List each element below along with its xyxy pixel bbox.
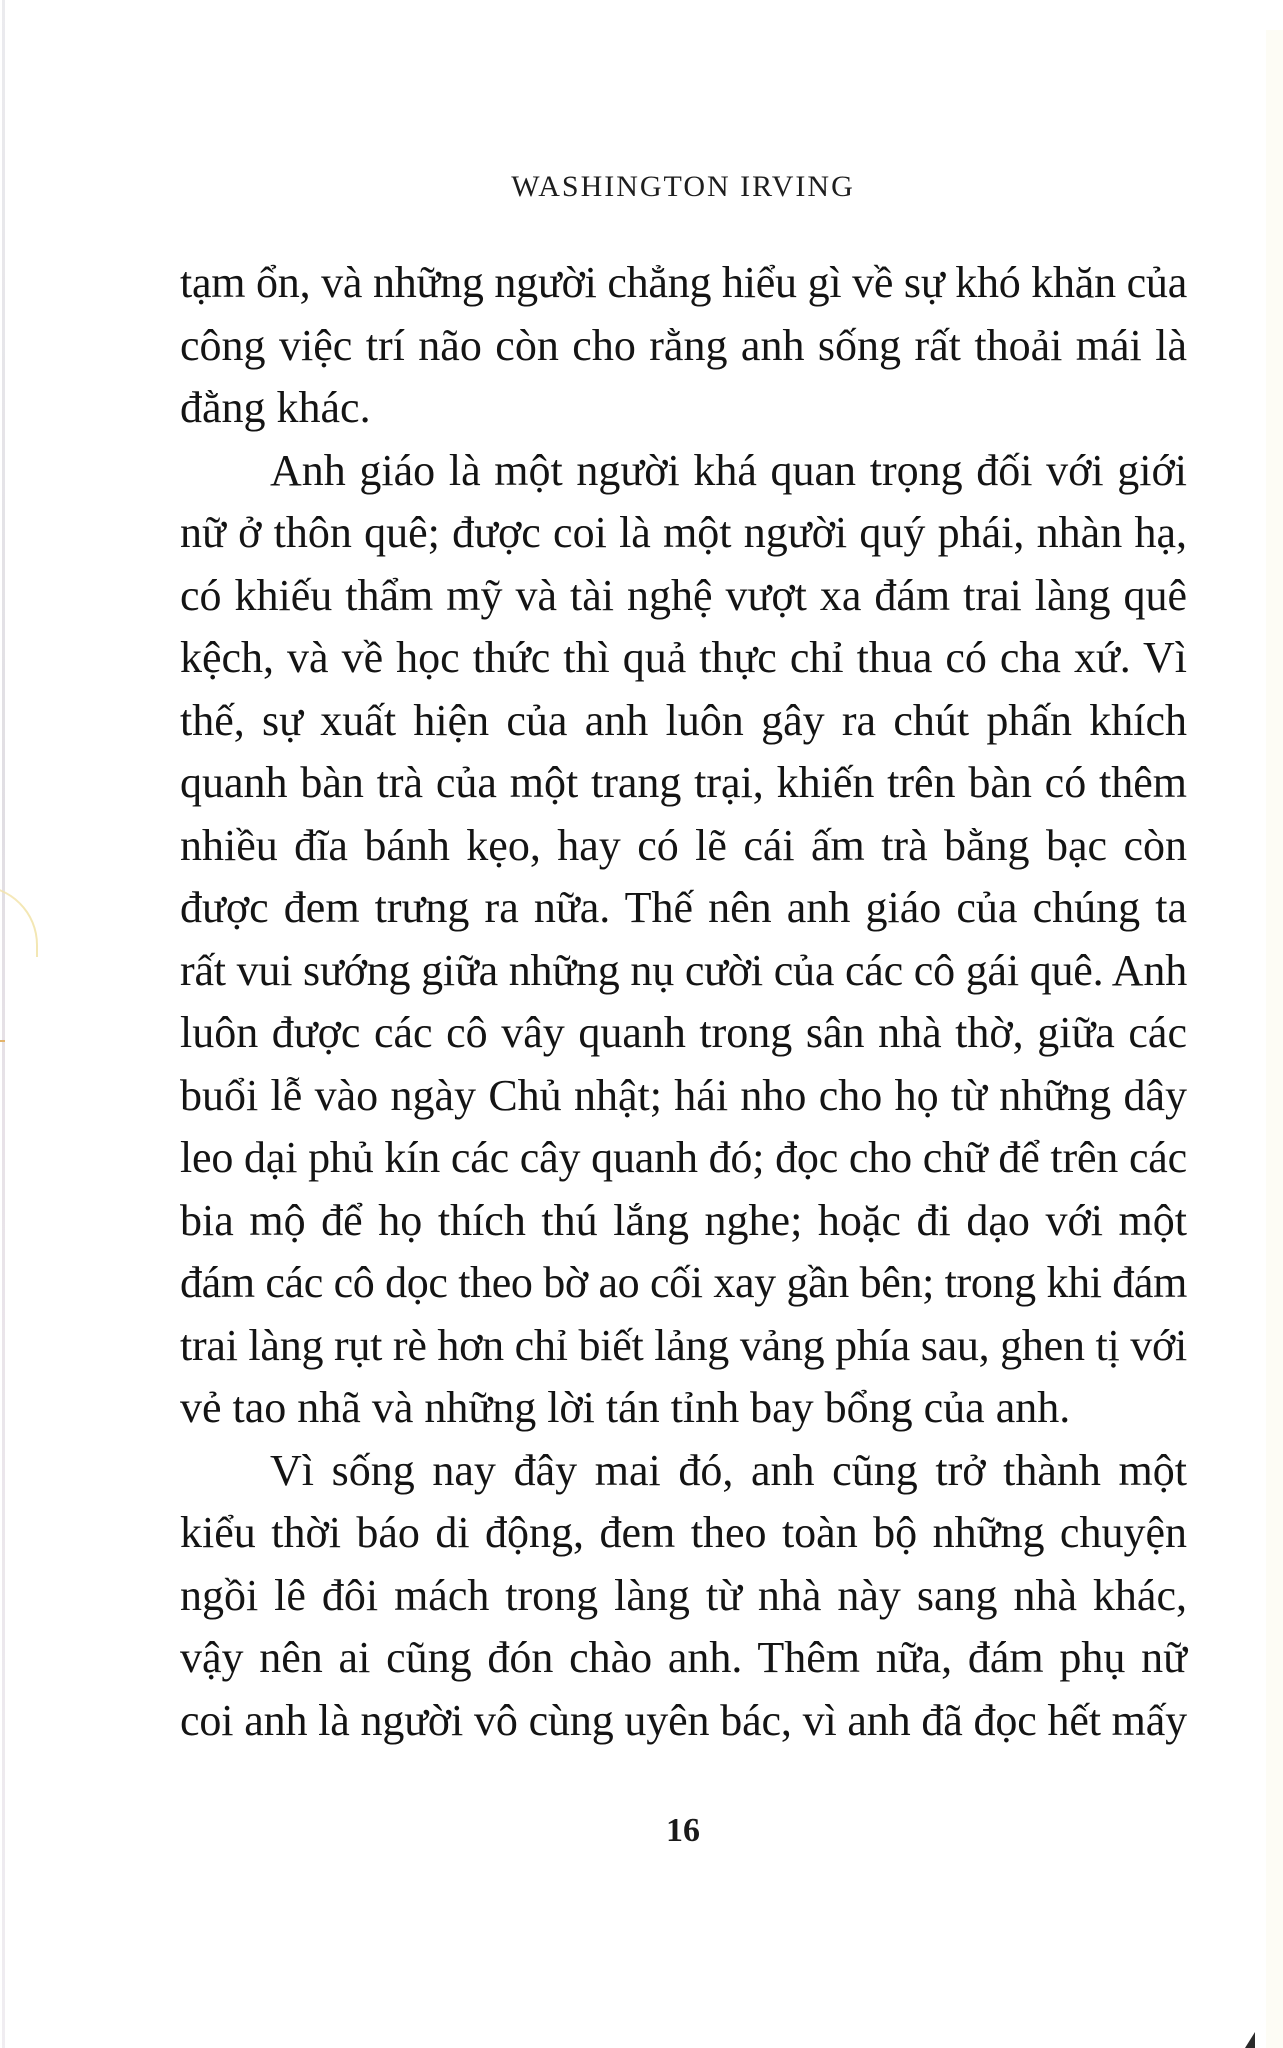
text-line: kiểu thời báo di động, đem theo toàn bộ những chuyện <box>180 1508 1187 1557</box>
text-line: vậy nên ai cũng đón chào anh. Thêm nữa, đám phụ nữ <box>180 1633 1187 1682</box>
page-right-edge <box>1266 30 1283 2048</box>
running-head-author: WASHINGTON IRVING <box>511 170 855 203</box>
scan-artifact-mark <box>0 1040 5 1042</box>
text-line-paragraph-start: Vì sống nay đây mai đó, anh cũng trở thành một <box>270 1445 1187 1495</box>
page-number: 16 <box>666 1812 700 1849</box>
text-line: coi anh là người vô cùng uyên bác, vì anh đã đọc hết mấy <box>180 1695 1187 1745</box>
scan-corner-shadow <box>1245 2032 1255 2048</box>
text-line: nữ ở thôn quê; được coi là một người quý phái, nhàn hạ, <box>180 508 1187 557</box>
text-line: trai làng rụt rè hơn chỉ biết lảng vảng phía sau, ghen tị với <box>180 1320 1187 1370</box>
text-line: buổi lễ vào ngày Chủ nhật; hái nho cho họ từ những dây <box>180 1070 1187 1120</box>
text-line: có khiếu thẩm mỹ và tài nghệ vượt xa đám trai làng quê <box>180 570 1187 620</box>
text-line: rất vui sướng giữa những nụ cười của các cô gái quê. Anh <box>180 945 1187 995</box>
text-line: luôn được các cô vây quanh trong sân nhà thờ, giữa các <box>180 1008 1187 1057</box>
text-line: leo dại phủ kín các cây quanh đó; đọc cho chữ để trên các <box>180 1133 1187 1182</box>
text-line: công việc trí não còn cho rằng anh sống rất thoải mái là <box>180 320 1187 370</box>
text-line: quanh bàn trà của một trang trại, khiến trên bàn có thêm <box>180 758 1187 807</box>
text-line: thế, sự xuất hiện của anh luôn gây ra chút phấn khích <box>180 695 1187 745</box>
text-line: được đem trưng ra nữa. Thế nên anh giáo của chúng ta <box>180 883 1187 932</box>
scan-artifact-curl <box>0 885 38 957</box>
page-left-edge-shadow <box>2 0 5 2048</box>
body-text <box>180 252 1187 1752</box>
text-line: nhiều đĩa bánh kẹo, hay có lẽ cái ấm trà bằng bạc còn <box>180 820 1187 870</box>
text-line: đằng khác. <box>180 383 371 432</box>
text-line: vẻ tao nhã và những lời tán tỉnh bay bổng của anh. <box>180 1383 1071 1432</box>
text-line: tạm ổn, và những người chẳng hiểu gì về sự khó khăn của <box>180 258 1187 307</box>
text-line: kệch, và về học thức thì quả thực chỉ thua có cha xứ. Vì <box>180 633 1187 682</box>
text-line: bia mộ để họ thích thú lắng nghe; hoặc đi dạo với một <box>180 1195 1187 1245</box>
text-line: ngồi lê đôi mách trong làng từ nhà này sang nhà khác, <box>180 1570 1187 1620</box>
text-line-paragraph-start: Anh giáo là một người khá quan trọng đối với giới <box>270 445 1187 495</box>
text-line: đám các cô dọc theo bờ ao cối xay gần bên; trong khi đám <box>180 1258 1187 1307</box>
